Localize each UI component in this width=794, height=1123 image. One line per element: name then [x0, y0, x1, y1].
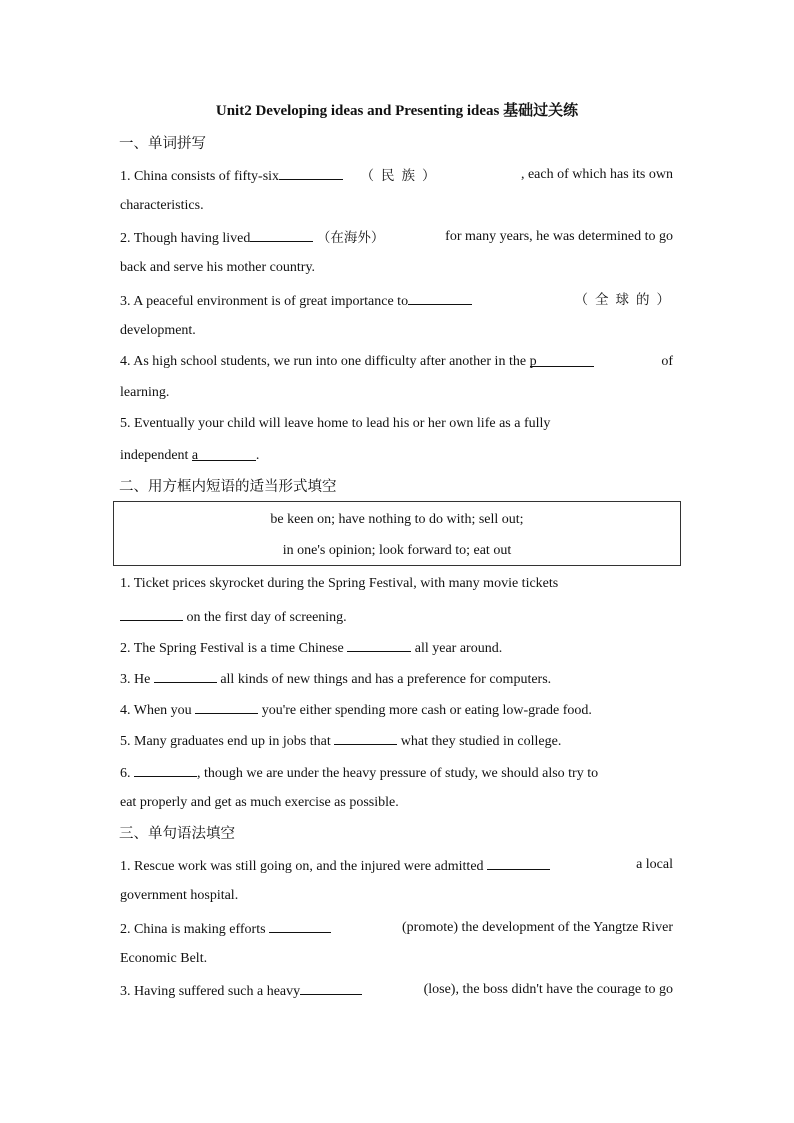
s3-q3-text-a: 3. Having suffered such a heavy: [120, 984, 301, 999]
s2-q4-text-a: 4. When you: [120, 703, 196, 718]
s1-q3-hint: （全球的）: [574, 292, 677, 308]
s1-q1-text-b: , each of which has its own: [520, 167, 673, 182]
s2-q6-line2: eat properly and get as much exercise as possible.: [120, 795, 399, 810]
s1-q3-text-a: 3. A peaceful environment is of great importance to: [120, 294, 409, 309]
s1-q1-blank[interactable]: [279, 165, 343, 180]
s1-q5-blank[interactable]: [192, 446, 256, 461]
s2-q4-blank[interactable]: [195, 699, 258, 714]
s1-q3-blank[interactable]: [408, 290, 472, 305]
s2-q5-blank[interactable]: [334, 730, 397, 745]
s1-q4-text-a: 4. As high school students, we run into one difficulty after another in the: [120, 354, 530, 369]
s1-q3-line2: development.: [120, 323, 196, 338]
s2-q6-line1: [120, 762, 673, 784]
s3-q3-line1: [120, 980, 673, 1002]
phrase-box: [113, 501, 681, 566]
s2-q2-text-b: all year around.: [411, 641, 503, 656]
s2-q3-blank[interactable]: [154, 668, 217, 683]
s2-q1-line2: [120, 606, 673, 628]
s2-q6-text-a: 6.: [120, 766, 134, 781]
s1-q5-text-a: independent: [120, 448, 192, 463]
s2-q4-text-b: you're either spending more cash or eating low-grade food.: [258, 703, 592, 718]
s1-q1-line2: characteristics.: [120, 198, 204, 213]
s2-q6-blank[interactable]: [134, 762, 197, 777]
s2-q1-blank[interactable]: [120, 606, 183, 621]
page-title: Unit2 Developing ideas and Presenting ideas 基础过关练: [215, 103, 579, 119]
s1-q2-text-b: for many years, he was determined to go: [445, 229, 673, 244]
s3-q1-text-a: 1. Rescue work was still going on, and the injured were admitted: [120, 859, 488, 874]
s2-q1-line1: 1. Ticket prices skyrocket during the Spring Festival, with many movie tickets: [120, 576, 559, 591]
s1-q5-line2: [120, 446, 673, 466]
s2-q5-text-a: 5. Many graduates end up in jobs that: [120, 734, 335, 749]
section3-heading: 三、单句语法填空: [119, 826, 235, 842]
s3-q2-text-b: (promote) the development of the Yangtze River: [402, 920, 673, 935]
s2-q1-text: on the first day of screening.: [183, 610, 347, 625]
s2-q2-text-a: 2. The Spring Festival is a time Chinese: [120, 641, 348, 656]
s3-q3-text-b: (lose), the boss didn't have the courage to go: [423, 982, 673, 997]
phrase-box-line2: in one's opinion; look forward to; eat out: [282, 543, 512, 558]
s3-q1-line1: [120, 855, 673, 877]
s2-q3-text-a: 3. He: [120, 672, 154, 687]
s1-q1-hint: （民族）: [360, 168, 443, 184]
s1-q2-hint: （在海外）: [316, 230, 385, 246]
s1-q3-line1: [120, 290, 677, 312]
s1-q4-blank[interactable]: [530, 352, 594, 367]
s1-q1-text-a: 1. China consists of fifty-six: [120, 169, 280, 184]
s1-q2-blank[interactable]: [250, 227, 313, 242]
s3-q1-line2: government hospital.: [120, 888, 239, 903]
section2-heading: 二、用方框内短语的适当形式填空: [119, 479, 337, 495]
s1-q5-line1: 5. Eventually your child will leave home to lead his or her own life as a fully: [120, 416, 551, 431]
s2-q5-line: [120, 730, 673, 752]
s1-q4-line2: learning.: [120, 385, 170, 400]
s2-q4-line: [120, 699, 673, 721]
s1-q4-line1: [120, 352, 673, 372]
s2-q5-text-b: what they studied in college.: [397, 734, 562, 749]
s1-q4-letter: p: [529, 354, 537, 369]
s3-q2-line2: Economic Belt.: [120, 951, 208, 966]
s3-q1-text-b: a local: [636, 857, 673, 872]
s1-q5-text-b: .: [255, 448, 260, 463]
s1-q4-text-b: of: [661, 354, 673, 369]
s3-q2-line1: [120, 918, 673, 940]
s3-q3-blank[interactable]: [300, 980, 362, 995]
s1-q2-line1: [120, 227, 673, 249]
s2-q3-line: [120, 668, 673, 690]
s2-q3-text-b: all kinds of new things and has a preference for computers.: [216, 672, 552, 687]
phrase-box-line1: be keen on; have nothing to do with; sell out;: [270, 512, 524, 527]
s1-q5-letter: a: [191, 448, 199, 463]
s1-q1-line1: [120, 165, 673, 187]
s1-q2-text-a: 2. Though having lived: [120, 231, 251, 246]
s2-q2-blank[interactable]: [347, 637, 411, 652]
s2-q2-line: [120, 637, 673, 659]
s3-q1-blank[interactable]: [487, 855, 550, 870]
s3-q2-text-a: 2. China is making efforts: [120, 922, 270, 937]
s1-q2-line2: back and serve his mother country.: [120, 260, 316, 275]
s2-q6-text-b: , though we are under the heavy pressure of study, we should also try to: [197, 766, 599, 781]
section1-heading: 一、单词拼写: [119, 136, 206, 152]
s3-q2-blank[interactable]: [269, 918, 331, 933]
